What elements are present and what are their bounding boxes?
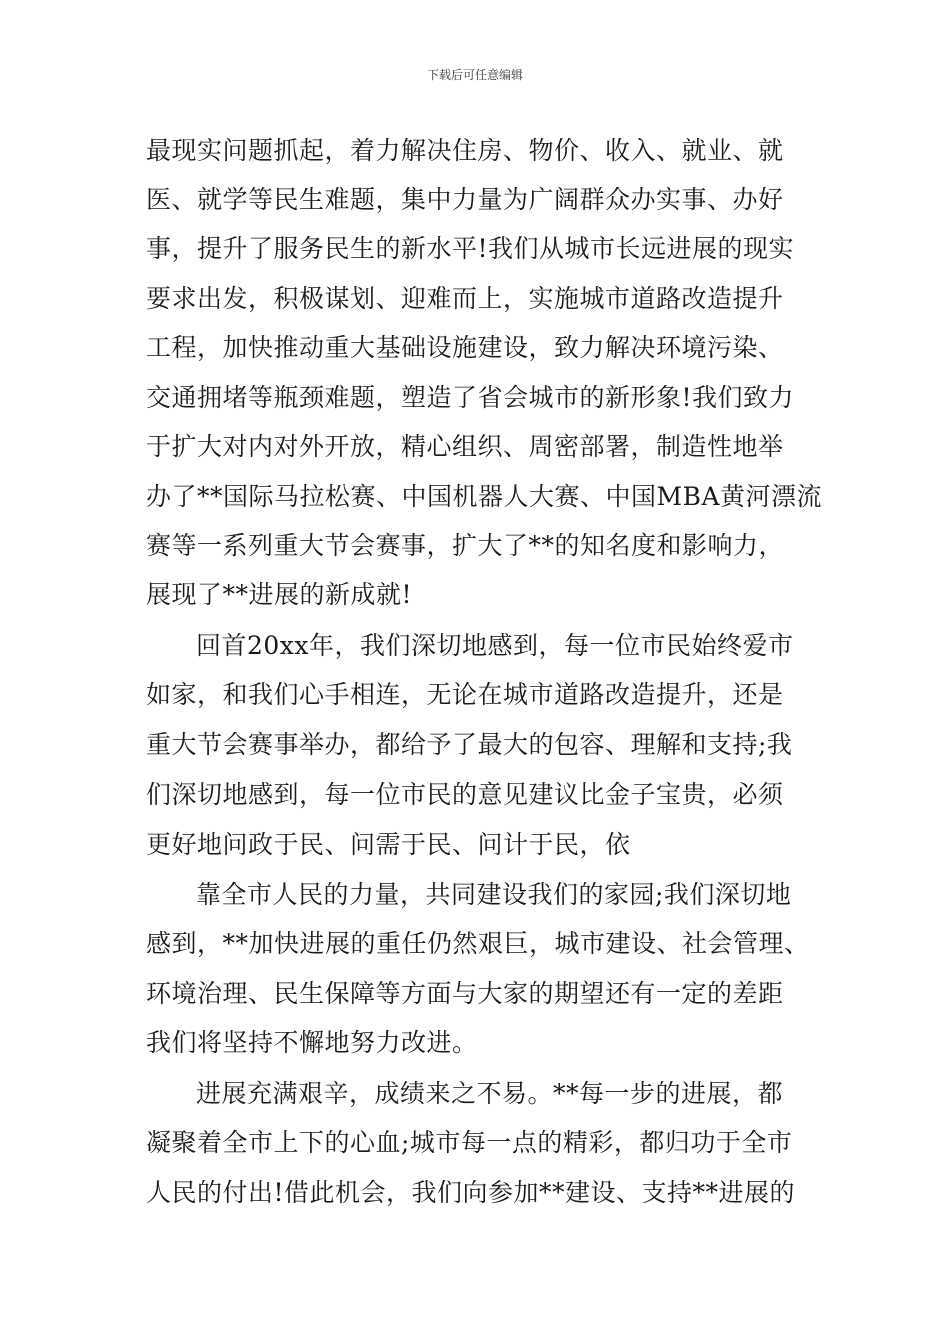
- text-line: 环境治理、民生保障等方面与大家的期望还有一定的差距: [146, 979, 784, 1008]
- text-line: 事，提升了服务民生的新水平!我们从城市长远进展的现实: [146, 234, 795, 263]
- text-line: 凝聚着全市上下的心血;城市每一点的精彩，都归功于全市: [146, 1128, 793, 1157]
- text-line: 医、就学等民生难题，集中力量为广阔群众办实事、办好: [146, 185, 784, 214]
- text-line: 赛等一系列重大节会赛事，扩大了**的知名度和影响力，: [146, 531, 785, 560]
- paragraph-start-line: 回首20xx年，我们深切地感到，每一位市民始终爱市: [196, 631, 794, 660]
- text-line: 展现了**进展的新成就!: [146, 580, 413, 609]
- text-line: 们深切地感到，每一位市民的意见建议比金子宝贵，必须: [146, 780, 784, 809]
- page-header: 下载后可任意编辑: [426, 68, 523, 82]
- text-line: 重大节会赛事举办，都给予了最大的包容、理解和支持;我: [146, 730, 793, 759]
- text-line: 办了**国际马拉松赛、中国机器人大赛、中国MBA黄河漂流: [146, 482, 823, 511]
- text-line: 人民的付出!借此机会，我们向参加**建设、支持**进展的: [146, 1178, 796, 1207]
- text-line: 如家，和我们心手相连，无论在城市道路改造提升，还是: [146, 680, 784, 709]
- text-line: 要求出发，积极谋划、迎难而上，实施城市道路改造提升: [146, 284, 784, 313]
- paragraph-start-line: 进展充满艰辛，成绩来之不易。**每一步的进展，都: [196, 1079, 784, 1108]
- text-line: 于扩大对内对外开放，精心组织、周密部署，制造性地举: [146, 432, 784, 461]
- text-line: 工程，加快推动重大基础设施建设，致力解决环境污染、: [146, 333, 784, 362]
- text-line: 最现实问题抓起，着力解决住房、物价、收入、就业、就: [146, 136, 784, 165]
- text-line: 我们将坚持不懈地努力改进。: [146, 1028, 478, 1057]
- paragraph-start-line: 靠全市人民的力量，共同建设我们的家园;我们深切地: [196, 880, 792, 909]
- text-line: 交通拥堵等瓶颈难题，塑造了省会城市的新形象!我们致力: [146, 383, 795, 412]
- text-line: 感到，**加快进展的重任仍然艰巨，城市建设、社会管理、: [146, 929, 810, 958]
- text-line: 更好地问政于民、问需于民、问计于民，依: [146, 830, 631, 859]
